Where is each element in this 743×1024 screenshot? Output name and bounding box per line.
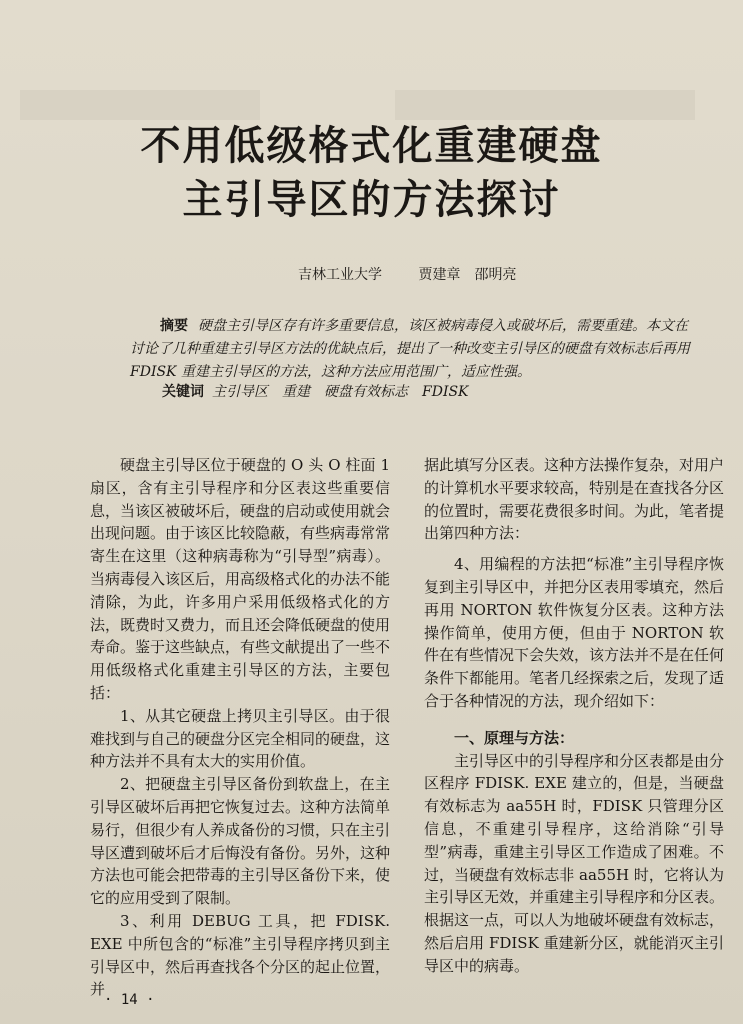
section-heading: 一、原理与方法： <box>454 728 575 747</box>
paragraph-method-1: 1、从其它硬盘上拷贝主引导区。由于很难找到与自己的硬盘分区完全相同的硬盘，这种方法并不具有太大的实用价值。 <box>90 706 391 771</box>
page-number: · 14 · <box>104 992 155 1008</box>
paragraph-intro: 硬盘主引导区位于硬盘的 O 头 O 柱面 1 扇区，含有主引导程序和分区表这些重要信息，当该区被破坏后，硬盘的启动或使用就会出现问题。由于该区比较隐蔽，有些病毒常常寄生在这里（这种病毒称为“引导型”病毒）。当病毒侵入该区后，用高级格式化的办法不能清除，为此，许多用户采用低级格式化的方法，既费时又费力，而且还会降低硬盘的使用寿命。鉴于这些缺点，有些文献提出了一些不用低级格式化重建主引导区的方法，主要包括： <box>90 456 391 702</box>
keywords <box>162 381 469 401</box>
byline <box>298 264 516 284</box>
abstract <box>130 315 690 384</box>
abstract-text: 硬盘主引导区存有许多重要信息，该区被病毒侵入或破坏后，需要重建。本文在讨论了几种重建主引导区方法的优缺点后，提出了一种改变主引导区的硬盘有效标志后再用 FDISK 重建主引导区的方法，这种方法应用范围广，适应性强。 <box>130 318 690 380</box>
article-title-line-1: 不用低级格式化重建硬盘 <box>140 123 603 169</box>
abstract-label: 摘要 <box>160 318 188 334</box>
paragraph-method-2: 2、把硬盘主引导区备份到软盘上，在主引导区破坏后再把它恢复过去。这种方法简单易行，但很少有人养成备份的习惯，只在主引导区遭到破坏后才后悔没有备份。另外，这种方法也可能会把带毒的主引导区备份下来，使它的应用受到了限制。 <box>90 775 391 908</box>
author-affiliation: 吉林工业大学 <box>298 267 382 283</box>
paragraph-method-3: 3、利用 DEBUG 工具，把 FDISK. EXE 中所包含的“标准”主引导程序拷贝到主引导区中，然后再查找各个分区的起止位置，并 <box>90 911 391 999</box>
right-column <box>424 454 724 978</box>
article-title-line-2: 主引导区的方法探讨 <box>182 177 561 223</box>
author-names: 贾建章 邵明亮 <box>418 267 517 283</box>
paragraph-principle: 主引导区中的引导程序和分区表都是由分区程序 FDISK. EXE 建立的，但是，当硬盘有效标志为 aa55H 时，FDISK 只管理分区信息，不重建引导程序，这给消除“引导型”病毒，重建主引导区工作造成了困难。不过，当硬盘有效标志非 aa55H 时，它将认为主引导区无效，并重建主引导程序和分区表。根据这一点，可以人为地破坏硬盘有效标志，然后启用 FDISK 重建新分区，就能消灭主引导区中的病毒。 <box>424 751 725 975</box>
keywords-text: 主引导区 重建 硬盘有效标志 FDISK <box>212 384 469 400</box>
paragraph-method-4: 4、用编程的方法把“标准”主引导程序恢复到主引导区中，并把分区表用零填充，然后再用 NORTON 软件恢复分区表。这种方法操作简单，使用方便，但由于 NORTON 软件在有些情况下会失效，该方法并不是在任何条件下都能用。笔者几经探索之后，发现了适合于各种情况的方法，现介绍如下： <box>424 555 725 710</box>
paragraph-method-3-continued: 据此填写分区表。这种方法操作复杂，对用户的计算机水平要求较高，特别是在查找各分区的位置时，需要花费很多时间。为此，笔者提出第四种方法： <box>424 456 725 543</box>
keywords-label: 关键词 <box>162 384 204 400</box>
left-column <box>90 454 390 1001</box>
